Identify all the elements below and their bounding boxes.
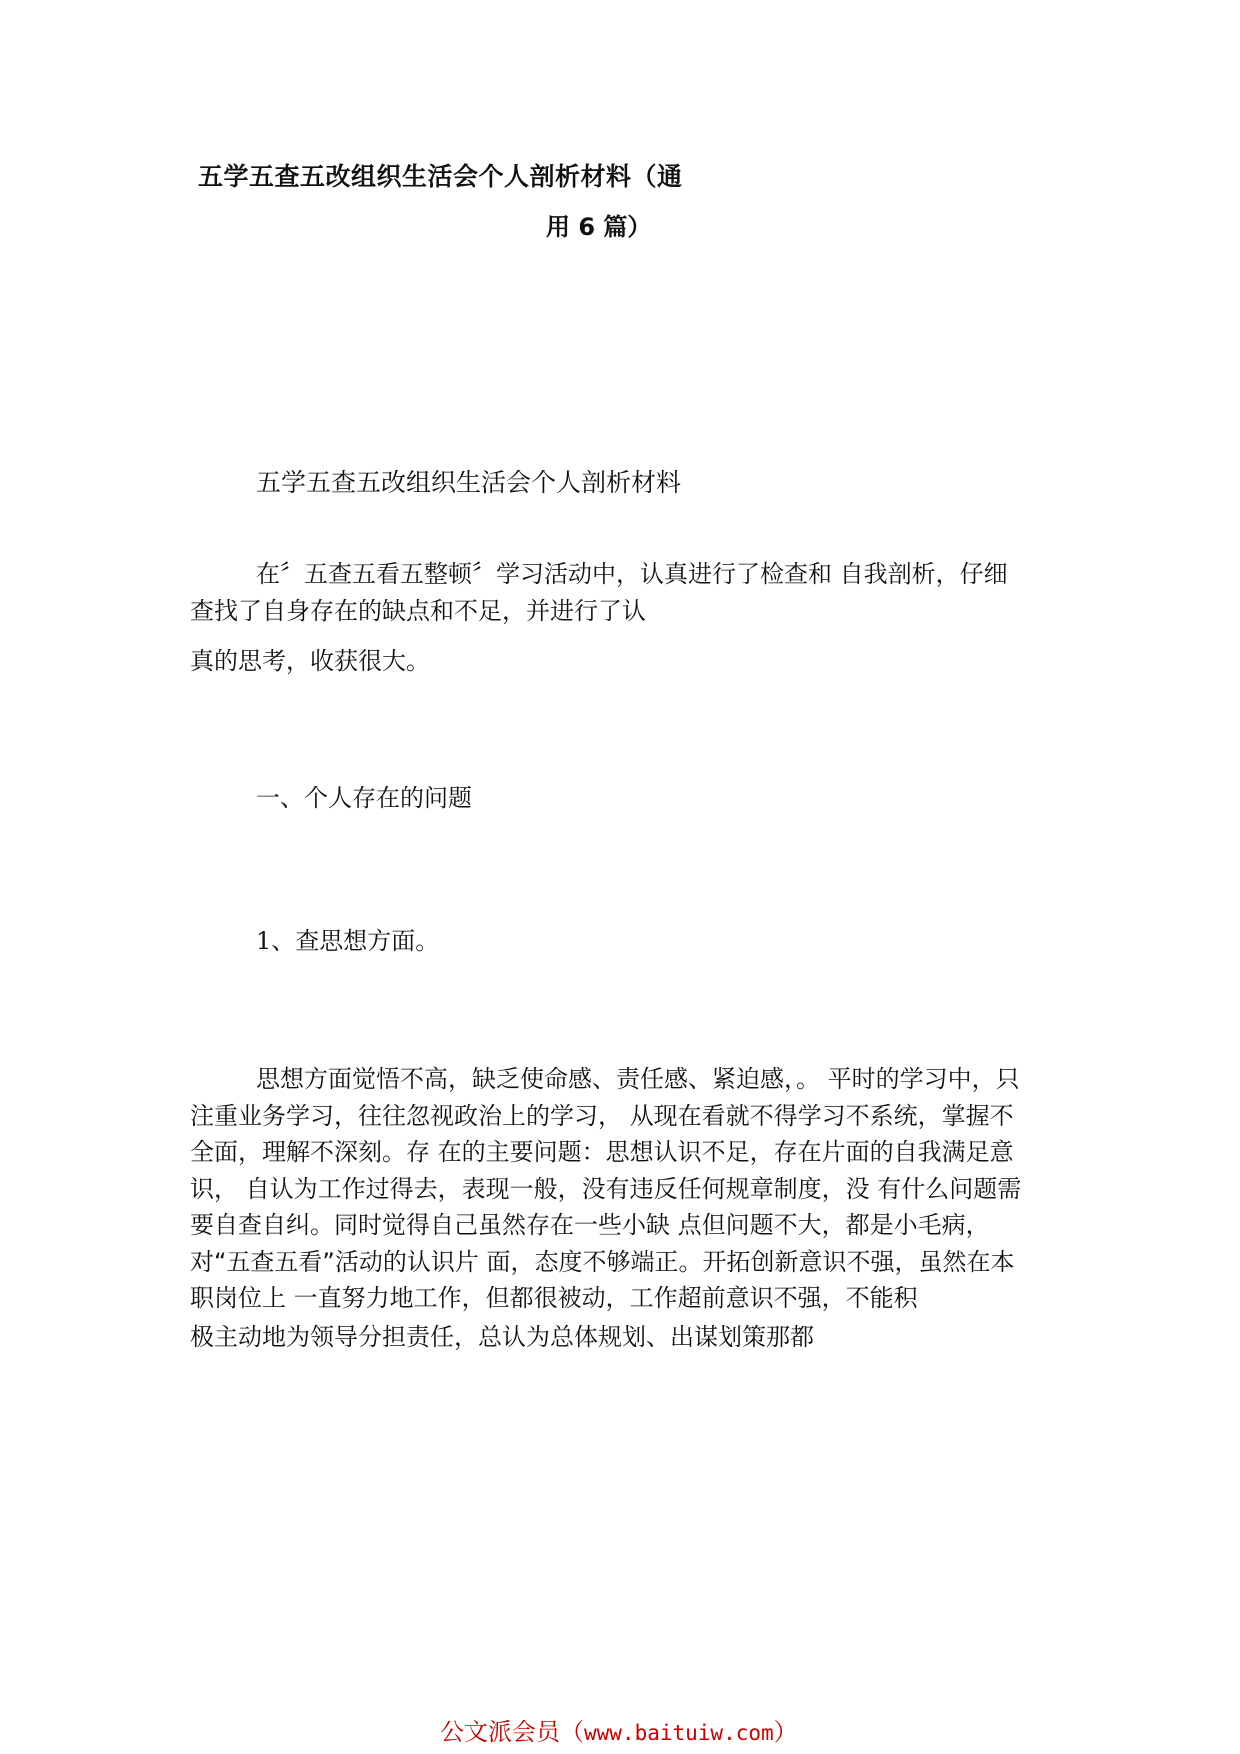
intro-tail-line: 真的思考，收获很大。	[190, 647, 430, 675]
item-number: 1	[256, 927, 272, 955]
footer-watermark	[440, 1712, 798, 1747]
footer-url[interactable]: www.baituiw.com	[584, 1721, 774, 1745]
document-title: 五学五查五改组织生活会个人剖析材料（通	[198, 162, 683, 191]
body-line: 全面，理解不深刻。存 在的主要问题：思想认识不足，存在片面的自我满足意	[190, 1138, 1014, 1166]
body-line: 注重业务学习，往往忽视政治上的学习， 从现在看就不得学习不系统，掌握不	[190, 1101, 1014, 1130]
body-line: 思想方面觉悟不高，缺乏使命感、责任感、紧迫感，。 平时的学习中，只	[256, 1065, 1020, 1093]
footer-label: 公文派会员（	[440, 1718, 584, 1746]
body-paragraph	[190, 1061, 1070, 1317]
document-title-continuation: 用 6 篇）	[546, 213, 652, 241]
document-subtitle: 五学五查五改组织生活会个人剖析材料	[256, 468, 682, 497]
footer-close: ）	[773, 1718, 798, 1746]
section-heading-text: 一、个人存在的问题	[256, 784, 472, 812]
body-line: 识， 自认为工作过得去，表现一般，没有违反任何规章制度，没 有什么问题需	[190, 1174, 1022, 1203]
intro-line: 在〞五查五看五整顿〞学习活动中，认真进行了检查和 自我剖析，仔细	[256, 560, 1008, 588]
section-heading	[190, 780, 1070, 817]
intro-paragraph	[190, 556, 1070, 629]
item-heading-text: 、查思想方面。	[271, 927, 440, 955]
intro-paragraph-tail	[190, 643, 1070, 680]
body-line: 要自查自纠。同时觉得自己虽然存在一些小缺 点但问题不大，都是小毛病，	[190, 1211, 990, 1239]
body-tail-line: 极主动地为领导分担责任，总认为总体规划、出谋划策那都	[190, 1323, 814, 1351]
body-line: 职岗位上 一直努力地工作，但都很被动，工作超前意识不强，不能积	[190, 1284, 918, 1312]
body-paragraph-tail	[190, 1319, 1070, 1356]
body-line: 对“五查五看”活动的认识片 面，态度不够端正。开拓创新意识不强，虽然在本	[190, 1247, 1015, 1276]
intro-line: 查找了自身存在的缺点和不足，并进行了认	[190, 596, 646, 625]
item-heading	[190, 923, 1070, 960]
